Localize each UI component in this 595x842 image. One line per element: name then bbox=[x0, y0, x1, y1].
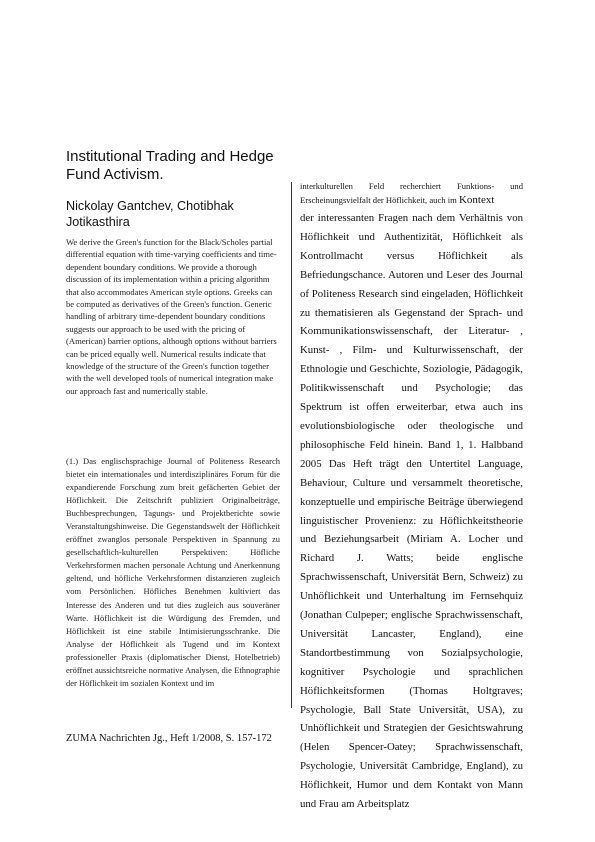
column-divider-line bbox=[291, 182, 292, 708]
right-intro-kontext-word: Kontext bbox=[458, 193, 495, 206]
article-title: Institutional Trading and Hedge Fund Activism. bbox=[66, 148, 274, 183]
left-column-body: (1.) Das englischsprachige Journal of Politeness Research bietet ein internationales und interdisziplinäres Forum für die expandierende Forschung zum breit gefächerten Gebiet der Höflichkeit. Die Zeitschrift publiziert Originalbeiträge, Buchbesprechungen, Tagungs- und Projektberichte sowie Veranstaltungshinweise. Die Gegenstandswelt der Höflichkeit eröffnet zwanglos personale Perspektiven in Spannung zu gesellschaftlich-kulturellen Perspektiven: Höfliche Verkehrsformen machen personale Achtung und Anerkennung geltend, und höfliche Verkehrsformen distanzieren zugleich vom Persönlichen. Höfliches Benehmen kultiviert das Interesse des Anderen und tut dies zugleich aus souveräner Warte. Höflichkeit ist die Würdigung des Fremden, und Höflichkeit ist eine stabile Intimisierungsschranke. Die Analyse der Höflichkeit als Tugend und im Kontext professioneller Praxis (diplomatischer Dienst, Hotelbetrieb) eröffnet aussichtsreiche normative Analysen, die Ethnographie der Höflichkeit im sozialen Kontext und im bbox=[66, 456, 280, 688]
abstract-paragraph: We derive the Green's function for the Black/Scholes partial differential equation with time-varying coefficients and time-dependent boundary conditions. We provide a thorough discussion of its implementation within a pricing algorithm that also accommodates American style options. Greeks can be computed as derivatives of the Green's function. Generic handling of arbitrary time-dependent boundary conditions suggests our approach to be used with the pricing of (American) barrier options, although options without barriers can be priced equally well. Numerical results indicate that knowledge of the structure of the Green's function together with the well developed tools of numerical integration make our approach fast and numerically stable. bbox=[66, 237, 277, 396]
right-intro-text: interkulturellen Feld recherchiert Funktions- und Erscheinungsvielfalt der Höflichkeit, auch im bbox=[300, 181, 523, 205]
right-column-body: der interessanten Fragen nach dem Verhältnis von Höflichkeit und Authentizität, Höflichkeit als Kontrollmacht versus Höflichkeit als Befriedungschance. Autoren und Leser des Journal of Politeness Research sind eingeladen, Höflichkeit zu thematisieren als Gegenstand der Sprach- und Kommunikationswissenschaft, der Literatur- , Kunst- , Film- und Kulturwissenschaft, der Ethnologie und Geschichte, Soziologie, Pädagogik, Politikwissenschaft und Psychologie; das Spektrum ist offen erweiterbar, etwa auch ins evolutionsbiologische oder theologische und philosophische Feld hinein. Band 1, 1. Halbband 2005 Das Heft trägt den Untertitel Language, Behaviour, Culture und versammelt theoretische, konzeptuelle und empirische Beiträge überwiegend linguistischer Provenienz: zu Höflichkeitstheorie und Beziehungsarbeit (Miriam A. Locher und Richard J. Watts; beide englische Sprachwissenschaft, Universität Bern, Schweiz) zu Unhöflichkeit und Unterhaltung im Fernsehquiz (Jonathan Culpeper; englische Sprachwissenschaft, Universität Lancaster, England), eine Standortbestimmung von Sozialpsychologie, kognitiver Psychologie und sprachlichen Höflichkeitsformen (Thomas Holtgraves; Psychologie, Ball State Universität, USA), zu Unhöflichkeit und Strategien der Gesichtswahrung (Helen Spencer-Oatey; Sprachwissenschaft, Psychologie, Universität Cambridge, England), zu Höflichkeit, Humor und dem Kontakt von Mann und Frau am Arbeitsplatz bbox=[300, 212, 523, 811]
right-column-intro bbox=[300, 180, 523, 207]
right-column bbox=[300, 180, 523, 814]
journal-citation-footer: ZUMA Nachrichten Jg., Heft 1/2008, S. 157-172 bbox=[66, 733, 272, 744]
article-authors: Nickolay Gantchev, Chotibhak Jotikasthira bbox=[66, 199, 234, 229]
